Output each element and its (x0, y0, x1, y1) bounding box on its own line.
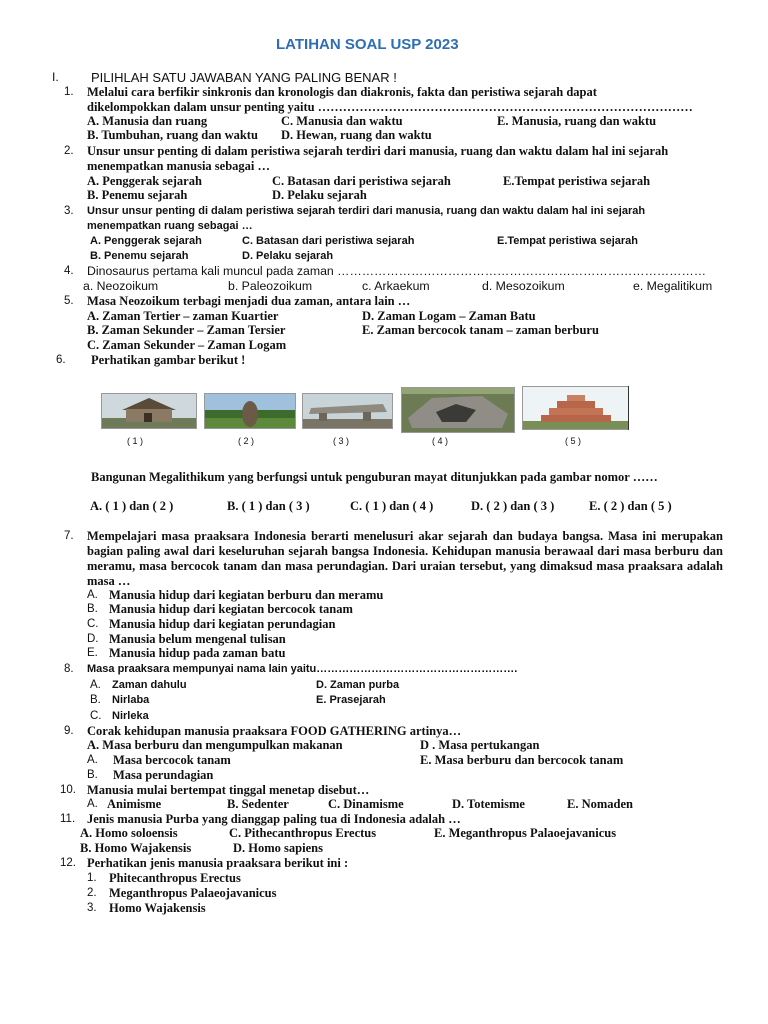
option-b: B. Zaman Sekunder – Zaman Tersier (87, 323, 286, 337)
option-letter: B. (90, 694, 101, 706)
option-d: D. Homo sapiens (233, 841, 323, 855)
question-number: 6. (56, 354, 66, 366)
option-b: B. Homo Wajakensis (80, 841, 192, 855)
option-c: C. ( 1 ) dan ( 4 ) (350, 499, 434, 513)
option-c: C. Batasan dari peristiwa sejarah (242, 235, 415, 247)
option-d: D. Totemisme (452, 797, 525, 811)
option-d: D . Masa pertukangan (420, 738, 540, 752)
list-item: Meganthropus Palaeojavanicus (109, 886, 277, 900)
dolmen-hut-picture (102, 394, 196, 428)
option-e: E.Tempat peristiwa sejarah (497, 235, 639, 247)
option-e: E. Meganthropus Palaoejavanicus (434, 826, 617, 840)
megalith-image-3 (302, 393, 393, 429)
option-a: A. Homo soloensis (80, 826, 178, 840)
megalith-image-1 (101, 393, 197, 429)
option-e: E. Masa berburu dan bercocok tanam (420, 753, 624, 767)
option-e: E. Zaman bercocok tanam – zaman berburu (362, 323, 599, 337)
option-letter: A. (87, 798, 98, 810)
question-number: 5. (64, 295, 74, 307)
megalith-image-4 (401, 387, 515, 433)
question-text: Corak kehidupan manusia praaksara FOOD GATHERING artinya… (87, 724, 462, 738)
option-text: Manusia hidup dari kegiatan perundagian (109, 617, 336, 631)
option-d: D. Pelaku sejarah (272, 188, 367, 202)
question-text: Jenis manusia Purba yang dianggap paling tua di Indonesia adalah … (87, 812, 461, 826)
image-caption: ( 3 ) (333, 436, 350, 446)
question-text: menempatkan manusia sebagai … (87, 159, 271, 173)
question-text: Mempelajari masa praaksara Indonesia berarti menelusuri akar sejarah dan budaya bangsa. Masa ini merupakan bagian paling awal dari keseluruhan sejarah bangsa Indonesia. Kehidupan manusia berawaal dari masa berburu dan meramu, masa bercocok tanam dan masa perundagian. Dari uraian tersebut, yang dimaksud masa praaksara adalah masa … (87, 529, 723, 588)
list-item: Homo Wajakensis (109, 901, 206, 915)
option-a: A. Masa berburu dan mengumpulkan makanan (87, 738, 343, 752)
option-e: E. ( 2 ) dan ( 5 ) (589, 499, 672, 513)
question-number: 7. (64, 530, 74, 542)
option-a: A. Penggerak sejarah (90, 235, 202, 247)
megalith-image-2 (204, 393, 296, 429)
option-c: C. Dinamisme (328, 797, 404, 811)
question-number: 9. (64, 725, 74, 737)
option-c: C. Zaman Sekunder – Zaman Logam (87, 338, 287, 352)
option-a: Animisme (107, 797, 162, 811)
option-b: Masa bercocok tanam (113, 753, 231, 767)
option-d: d. Mesozoikum (482, 279, 565, 293)
section-roman: I. (52, 70, 59, 84)
option-c: C. Manusia dan waktu (281, 114, 403, 128)
question-text: dikelompokkan dalam unsur penting yaitu ……………………………………………………………………………… (87, 100, 693, 114)
option-b: B. Penemu sejarah (87, 188, 188, 202)
option-a: A. ( 1 ) dan ( 2 ) (90, 499, 174, 513)
question-text: Masa praaksara mempunyai nama lain yaitu………………………………………………. (87, 663, 518, 675)
terraced-structure-picture (523, 387, 628, 429)
option-letter: E. (87, 647, 98, 659)
option-c: Nirleka (112, 710, 149, 722)
option-c: c. Arkaekum (362, 279, 430, 293)
option-text: Manusia hidup dari kegiatan bercocok tanam (109, 602, 353, 616)
option-e: E. Nomaden (567, 797, 633, 811)
image-caption: ( 4 ) (432, 436, 449, 446)
option-a: Zaman dahulu (112, 679, 187, 691)
option-text: Manusia hidup dari kegiatan berburu dan meramu (109, 588, 384, 602)
option-a: A. Manusia dan ruang (87, 114, 208, 128)
option-b: Nirlaba (112, 694, 150, 706)
question-number: 8. (64, 663, 74, 675)
dolmen-picture (303, 394, 392, 428)
option-a: A. Zaman Tertier – zaman Kuartier (87, 309, 279, 323)
question-text: menempatkan ruang sebagai … (87, 220, 253, 232)
page-title: LATIHAN SOAL USP 2023 (276, 36, 459, 53)
option-e: E.Tempat peristiwa sejarah (503, 174, 651, 188)
question-text: Perhatikan jenis manusia praaksara berikut ini : (87, 856, 349, 870)
option-text: Manusia belum mengenal tulisan (109, 632, 286, 646)
question-text: Masa Neozoikum terbagi menjadi dua zaman, antara lain … (87, 294, 411, 308)
option-b: B. Penemu sejarah (90, 250, 189, 262)
option-d: D. ( 2 ) dan ( 3 ) (471, 499, 555, 513)
option-letter: B. (87, 769, 98, 781)
question-text: Bangunan Megalithikum yang berfungsi untuk penguburan mayat ditunjukkan pada gambar nomor …… (91, 470, 658, 484)
option-letter: D. (87, 633, 99, 645)
option-a: A. Penggerak sejarah (87, 174, 202, 188)
image-caption: ( 1 ) (127, 436, 144, 446)
question-text: Perhatikan gambar berikut ! (91, 353, 246, 367)
option-d: D. Pelaku sejarah (242, 250, 334, 262)
question-number: 3. (64, 205, 74, 217)
question-text: Dinosaurus pertama kali muncul pada zaman ……………………………………………………………………………… (87, 264, 707, 278)
megalith-image-5 (522, 386, 629, 430)
option-e: E. Prasejarah (316, 694, 386, 706)
option-e: e. Megalitikum (633, 279, 713, 293)
option-a: a. Neozoikum (83, 279, 159, 293)
list-item-number: 1. (87, 872, 97, 884)
option-b: b. Paleozoikum (228, 279, 313, 293)
option-d: D. Zaman purba (316, 679, 400, 691)
section-instruction: PILIHLAH SATU JAWABAN YANG PALING BENAR ! (91, 70, 397, 85)
option-text: Manusia hidup pada zaman batu (109, 646, 286, 660)
question-number: 11. (60, 813, 76, 825)
option-letter: B. (87, 603, 98, 615)
menhir-picture (205, 394, 295, 428)
question-text: Unsur unsur penting di dalam peristiwa sejarah terdiri dari manusia, ruang dan waktu dalam hal ini sejarah (87, 144, 669, 158)
stone-coffin-picture (402, 388, 514, 432)
question-number: 2. (64, 145, 74, 157)
list-item-number: 3. (87, 902, 97, 914)
option-letter: C. (90, 710, 102, 722)
option-c: C. Pithecanthropus Erectus (229, 826, 377, 840)
option-b: B. Sedenter (227, 797, 289, 811)
option-d: D. Zaman Logam – Zaman Batu (362, 309, 536, 323)
question-text: Unsur unsur penting di dalam peristiwa sejarah terdiri dari manusia, ruang dan waktu dalam hal ini sejarah (87, 205, 646, 217)
option-letter: A. (87, 589, 98, 601)
option-letter: C. (87, 618, 99, 630)
image-caption: ( 2 ) (238, 436, 255, 446)
option-c: Masa perundagian (113, 768, 214, 782)
question-number: 1. (64, 86, 74, 98)
list-item-number: 2. (87, 887, 97, 899)
list-item: Phitecanthropus Erectus (109, 871, 241, 885)
question-text: Manusia mulai bertempat tinggal menetap disebut… (87, 783, 370, 797)
option-letter: A. (87, 754, 98, 766)
option-e: E. Manusia, ruang dan waktu (497, 114, 657, 128)
image-caption: ( 5 ) (565, 436, 582, 446)
option-d: D. Hewan, ruang dan waktu (281, 128, 432, 142)
question-number: 10. (60, 784, 76, 796)
option-b: B. ( 1 ) dan ( 3 ) (227, 499, 310, 513)
option-b: B. Tumbuhan, ruang dan waktu (87, 128, 258, 142)
option-letter: A. (90, 679, 101, 691)
question-number: 12. (60, 857, 76, 869)
question-text: Melalui cara berfikir sinkronis dan kronologis dan diakronis, fakta dan peristiwa sejarah dapat (87, 85, 597, 99)
question-number: 4. (64, 265, 74, 277)
image-border-line (628, 386, 629, 430)
option-c: C. Batasan dari peristiwa sejarah (272, 174, 451, 188)
